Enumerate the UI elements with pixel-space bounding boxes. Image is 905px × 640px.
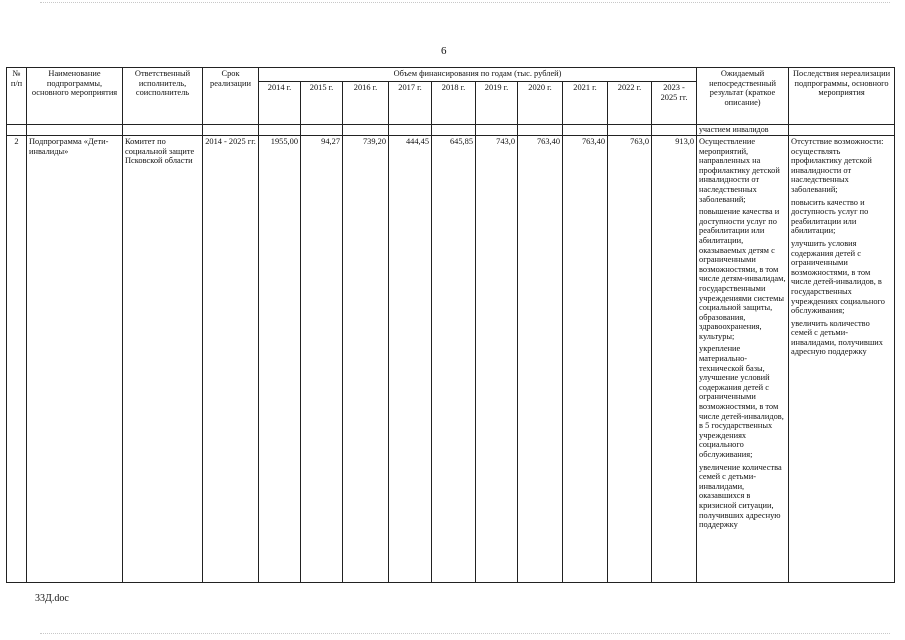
row-value: 763,40 [518, 136, 563, 583]
row-value: 763,0 [608, 136, 652, 583]
header-year: 2020 г. [518, 82, 563, 125]
consequence-paragraph: улучшить условия содержания детей с ограниченными возможностями, в том числе детей-инвалидов, в государственных учреждениях социального обслуживания; [791, 238, 885, 316]
row-value: 645,85 [432, 136, 476, 583]
row-value: 763,40 [563, 136, 608, 583]
footer-filename: 33Д.doc [35, 593, 69, 604]
consequence-paragraph: увеличить количество семей с детьми-инвалидами, получивших адресную поддержку [791, 318, 883, 357]
row-consequences [789, 136, 895, 583]
row-value: 913,0 [652, 136, 697, 583]
row-name: Подпрограмма «Дети-инвалиды» [27, 136, 123, 583]
carryover-text: участием инвалидов [697, 125, 789, 136]
expected-paragraph: повышение качества и доступности услуг по реабилитации или абилитации, оказываемых детям с ограниченными возможностями, в том числе детям-инвалидам, государственными учреждениями системы социальной защиты, образования, здравоохранения, культуры; [699, 207, 786, 341]
header-year: 2014 г. [259, 82, 301, 125]
financing-table [6, 67, 895, 583]
scan-artifact-top [40, 2, 890, 4]
expected-paragraph: укрепление материально-технической базы, улучшение условий содержания детей с ограниченными возможностями, в том числе детей-инвалидов, в 5 государственных учреждениях социального обслуживания; [699, 344, 784, 459]
row-expected-result [697, 136, 789, 583]
header-expected-result: Ожидаемый непосредственный результат (краткое описание) [697, 68, 789, 125]
row-value: 94,27 [301, 136, 343, 583]
header-year: 2021 г. [563, 82, 608, 125]
row-value: 444,45 [389, 136, 432, 583]
header-year: 2022 г. [608, 82, 652, 125]
row-responsible: Комитет по социальной защите Псковской области [123, 136, 203, 583]
header-year: 2017 г. [389, 82, 432, 125]
expected-paragraph: Осуществление мероприятий, направленных на профилактику детской инвалидности от наследственных заболеваний; [699, 137, 780, 204]
consequence-paragraph: повысить качество и доступность услуг по реабилитации или абилитации; [791, 197, 869, 236]
row-value: 739,20 [343, 136, 389, 583]
expected-paragraph: увеличение количества семей с детьми-инвалидами, оказавшихся в кризисной ситуации, получивших адресную поддержку [699, 462, 782, 530]
row-num: 2 [7, 136, 27, 583]
header-year: 2019 г. [476, 82, 518, 125]
header-year: 2018 г. [432, 82, 476, 125]
header-name: Наименование подпрограммы, основного мероприятия [27, 68, 123, 125]
header-year: 2015 г. [301, 82, 343, 125]
header-term: Срок реализации [203, 68, 259, 125]
table-row [7, 136, 895, 583]
row-value: 743,0 [476, 136, 518, 583]
carryover-row [7, 125, 895, 136]
consequence-paragraph: Отсутствие возможности: осуществлять профилактику детской инвалидности от наследственных заболеваний; [791, 137, 884, 194]
header-year: 2023 - 2025 гг. [652, 82, 697, 125]
row-term: 2014 - 2025 гг. [203, 136, 259, 583]
header-year: 2016 г. [343, 82, 389, 125]
row-value: 1955,00 [259, 136, 301, 583]
scan-artifact-bottom [40, 633, 890, 635]
header-num: № п/п [7, 68, 27, 125]
header-consequences: Последствия нереализации подпрограммы, основного мероприятия [789, 68, 895, 125]
header-financing-group: Объем финансирования по годам (тыс. рублей) [259, 68, 697, 82]
header-responsible: Ответственный исполнитель, соисполнитель [123, 68, 203, 125]
page-number: 6 [441, 45, 447, 57]
